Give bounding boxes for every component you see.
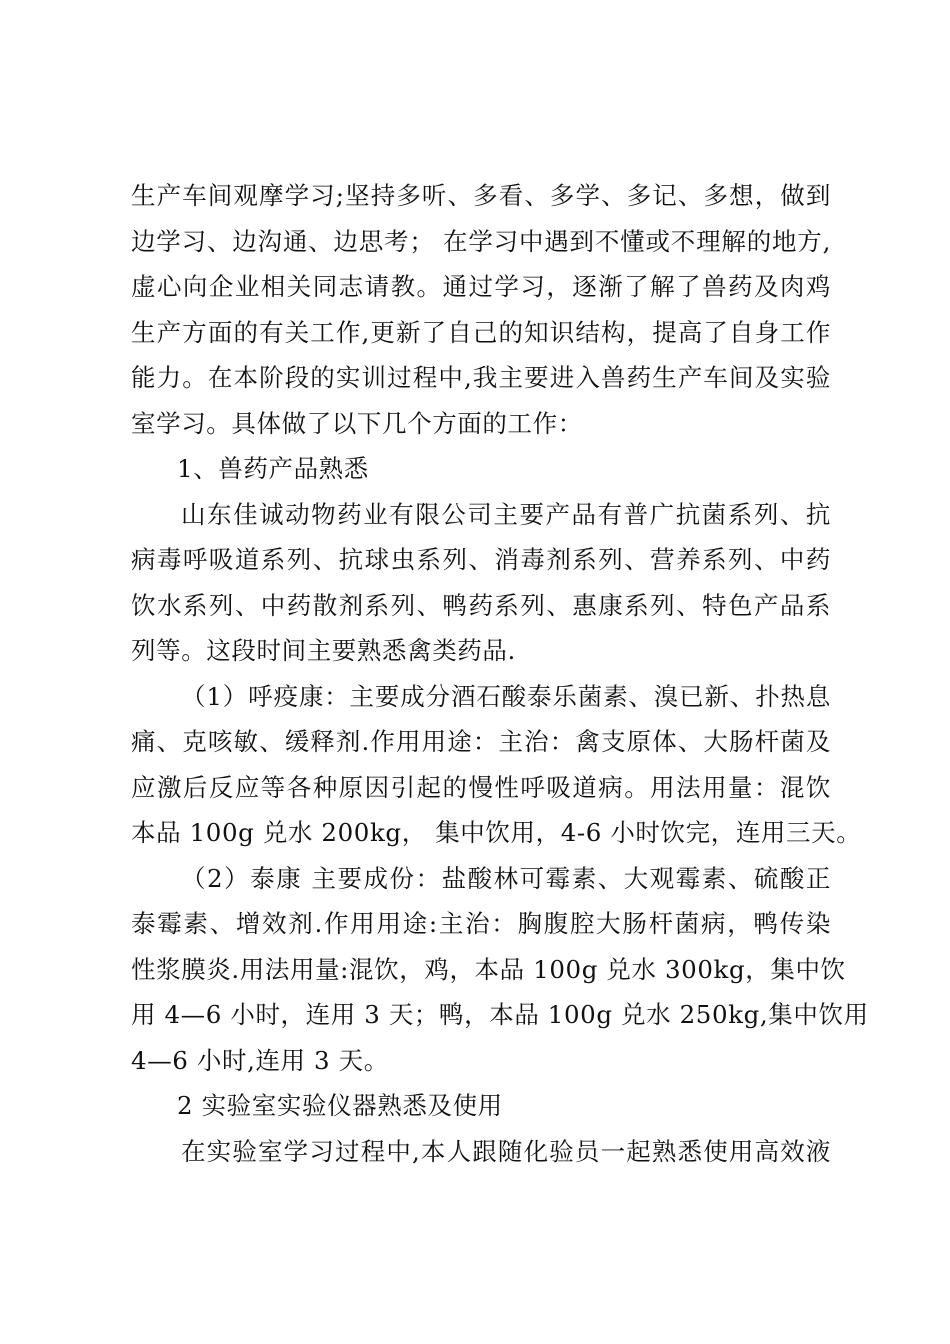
text-line: 病毒呼吸道系列、抗球虫系列、消毒剂系列、营养系列、中药 bbox=[131, 545, 831, 574]
section-heading: 1、兽药产品熟悉 bbox=[177, 454, 369, 483]
section-heading: 2 实验室实验仪器熟悉及使用 bbox=[177, 1091, 503, 1120]
text-line: 性浆膜炎.用法用量:混饮，鸡，本品 100g 兑水 300kg，集中饮 bbox=[131, 954, 846, 984]
text-line: 边学习、边沟通、边思考； 在学习中遇到不懂或不理解的地方, bbox=[131, 226, 831, 256]
text-line: 虚心向企业相关同志请教。通过学习，逐渐了解了兽药及肉鸡 bbox=[131, 272, 831, 301]
text-line: 本品 100g 兑水 200kg， 集中饮用，4-6 小时饮完，连用三天。 bbox=[131, 818, 862, 847]
text-line: 生产车间观摩学习;坚持多听、多看、多学、多记、多想，做到 bbox=[131, 181, 831, 210]
body-text bbox=[131, 173, 869, 1174]
text-line: 痛、克咳敏、缓释剂.作用用途：主治：禽支原体、大肠杆菌及 bbox=[131, 727, 831, 756]
text-line: 4—6 小时,连用 3 天。 bbox=[131, 1045, 389, 1075]
text-line: （2）泰康 主要成份：盐酸林可霉素、大观霉素、硫酸正 bbox=[181, 863, 831, 893]
text-line: 山东佳诚动物药业有限公司主要产品有普广抗菌系列、抗 bbox=[181, 499, 831, 529]
text-line: 在实验室学习过程中,本人跟随化验员一起熟悉使用高效液 bbox=[181, 1136, 831, 1166]
text-line: 能力。在本阶段的实训过程中,我主要进入兽药生产车间及实验 bbox=[131, 363, 831, 392]
text-line: 生产方面的有关工作,更新了自己的知识结构，提高了自身工作 bbox=[131, 317, 831, 347]
text-line: （1）呼疫康：主要成分酒石酸泰乐菌素、溴已新、扑热息 bbox=[181, 681, 831, 711]
text-line: 应激后反应等各种原因引起的慢性呼吸道病。用法用量：混饮 bbox=[131, 772, 831, 802]
text-line: 泰霉素、增效剂.作用用途:主治：胸腹腔大肠杆菌病，鸭传染 bbox=[131, 909, 831, 938]
text-line: 室学习。具体做了以下几个方面的工作： bbox=[131, 408, 583, 438]
text-line: 饮水系列、中药散剂系列、鸭药系列、惠康系列、特色产品系 bbox=[131, 590, 831, 620]
text-line: 用 4—6 小时，连用 3 天；鸭，本品 100g 兑水 250kg,集中饮用 bbox=[131, 1000, 869, 1029]
text-line: 列等。这段时间主要熟悉禽类药品. bbox=[131, 636, 516, 665]
